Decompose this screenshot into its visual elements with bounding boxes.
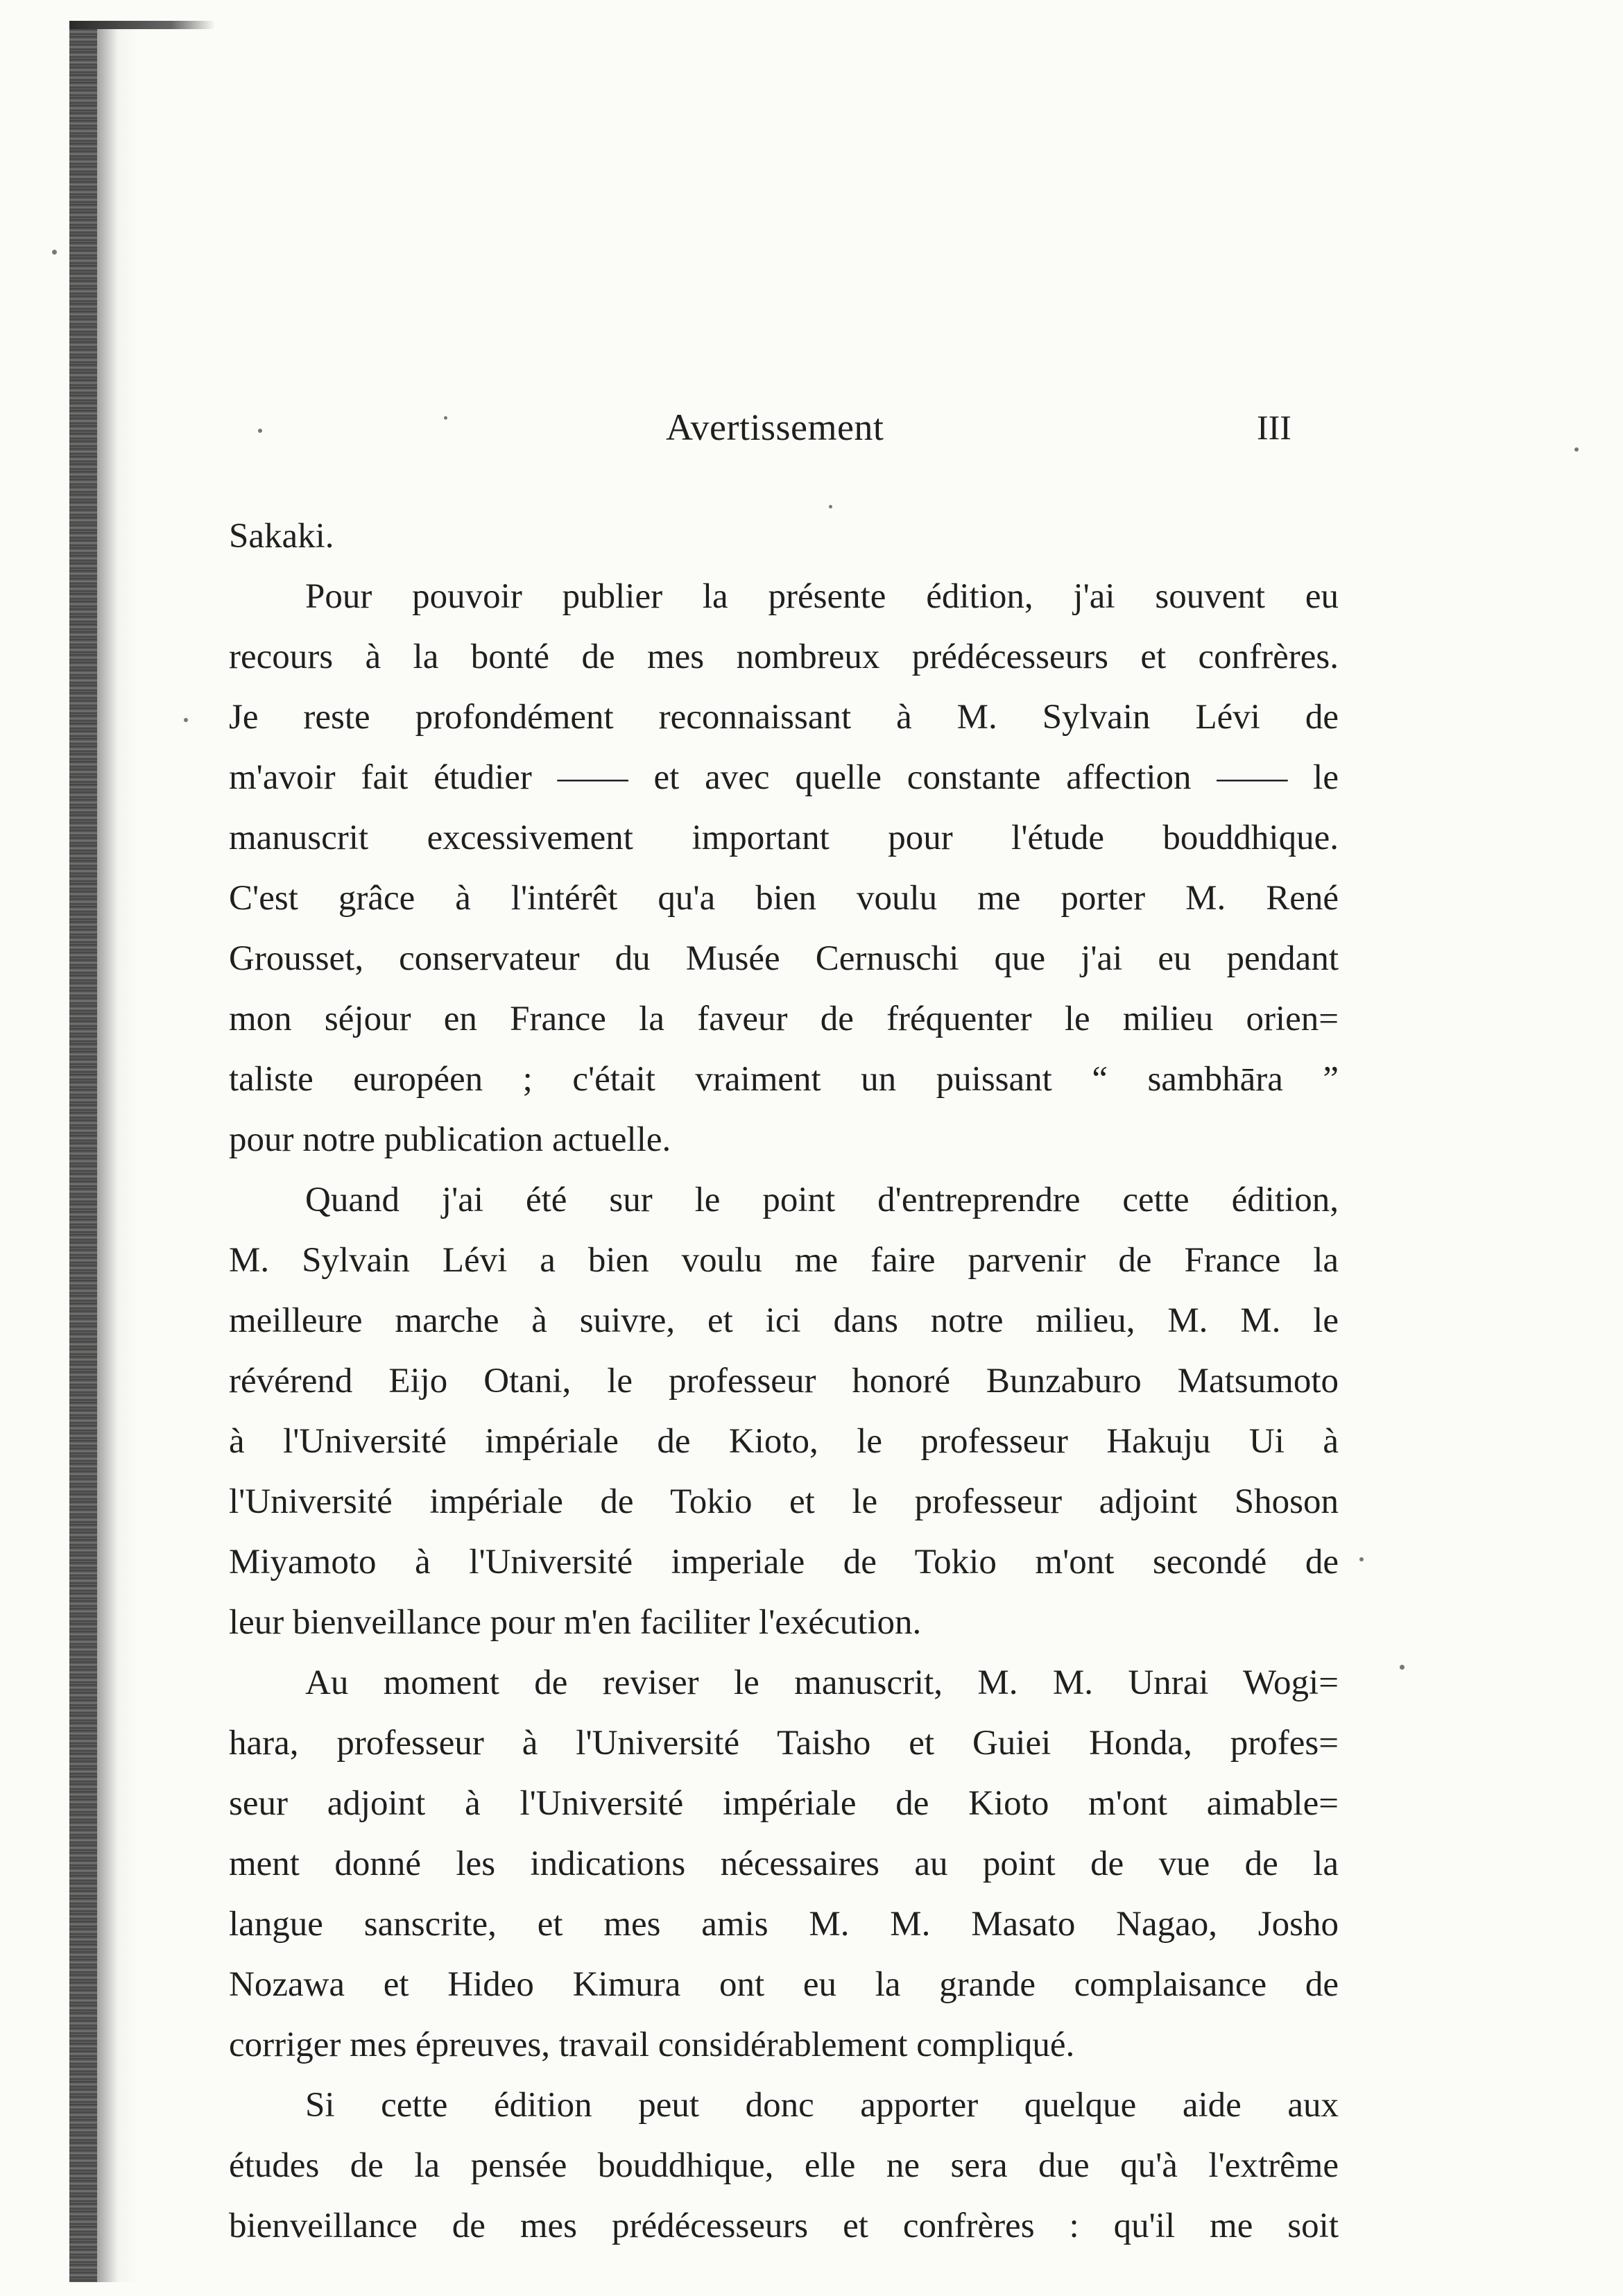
text-line: Quand j'ai été sur le point d'entreprendre cette édition, <box>305 1181 1339 1219</box>
text-line: manuscrit excessivement important pour l'étude bouddhique. <box>229 819 1339 857</box>
scan-speck <box>829 505 832 508</box>
text-line: seur adjoint à l'Université impériale de Kioto m'ont aimable= <box>229 1784 1339 1823</box>
text-line: Je reste profondément reconnaissant à M. Sylvain Lévi de <box>229 698 1339 737</box>
text-line: pour notre publication actuelle. <box>229 1120 671 1159</box>
text-line: ment donné les indications nécessaires au point de vue de la <box>229 1844 1339 1883</box>
scan-speck <box>258 429 262 433</box>
text-line: Nozawa et Hideo Kimura ont eu la grande complaisance de <box>229 1965 1339 2004</box>
text-line: M. Sylvain Lévi a bien voulu me faire parvenir de France la <box>229 1241 1339 1280</box>
scan-speck <box>52 250 57 255</box>
text-line: Pour pouvoir publier la présente édition, j'ai souvent eu <box>305 577 1339 616</box>
text-line: Si cette édition peut donc apporter quelque aide aux <box>305 2086 1339 2125</box>
text-line: C'est grâce à l'intérêt qu'a bien voulu me porter M. René <box>229 879 1339 918</box>
binding-shadow <box>97 21 139 2282</box>
top-corner-rule <box>69 21 215 29</box>
text-line: taliste européen ; c'était vraiment un puissant “ sambhāra ” <box>229 1060 1339 1099</box>
text-line: corriger mes épreuves, travail considérablement compliqué. <box>229 2025 1075 2064</box>
text-line: langue sanscrite, et mes amis M. M. Masato Nagao, Josho <box>229 1905 1339 1944</box>
running-head <box>0 406 1623 454</box>
scan-speck <box>184 718 188 722</box>
text-line: mon séjour en France la faveur de fréquenter le milieu orien= <box>229 1000 1339 1038</box>
scan-speck <box>1400 1665 1405 1670</box>
text-line: Grousset, conservateur du Musée Cernuschi que j'ai eu pendant <box>229 939 1339 978</box>
text-line: meilleure marche à suivre, et ici dans notre milieu, M. M. le <box>229 1301 1339 1340</box>
text-line: révérend Eijo Otani, le professeur honoré Bunzaburo Matsumoto <box>229 1362 1339 1400</box>
text-line: leur bienveillance pour m'en faciliter l'exécution. <box>229 1603 922 1642</box>
text-line: à l'Université impériale de Kioto, le professeur Hakuju Ui à <box>229 1422 1339 1461</box>
body-text <box>229 506 1339 2256</box>
scan-speck <box>444 416 447 420</box>
scan-speck <box>1359 1557 1364 1561</box>
text-line: l'Université impériale de Tokio et le professeur adjoint Shoson <box>229 1482 1339 1521</box>
text-line: Au moment de reviser le manuscrit, M. M. Unrai Wogi= <box>305 1663 1339 1702</box>
text-line: hara, professeur à l'Université Taisho et Guiei Honda, profes= <box>229 1724 1339 1763</box>
text-line: recours à la bonté de mes nombreux prédécesseurs et confrères. <box>229 637 1339 676</box>
scan-speck <box>1574 447 1579 452</box>
binding-edge <box>69 21 97 2282</box>
text-line: Miyamoto à l'Université imperiale de Tokio m'ont secondé de <box>229 1543 1339 1582</box>
text-line: bienveillance de mes prédécesseurs et confrères : qu'il me soit <box>229 2207 1339 2245</box>
page-number: III <box>1257 408 1291 447</box>
text-line: Sakaki. <box>229 517 334 556</box>
running-title: Avertissement <box>666 406 884 448</box>
text-line: études de la pensée bouddhique, elle ne sera due qu'à l'extrême <box>229 2146 1339 2185</box>
text-line: m'avoir fait étudier —— et avec quelle constante affection —— le <box>229 758 1339 797</box>
